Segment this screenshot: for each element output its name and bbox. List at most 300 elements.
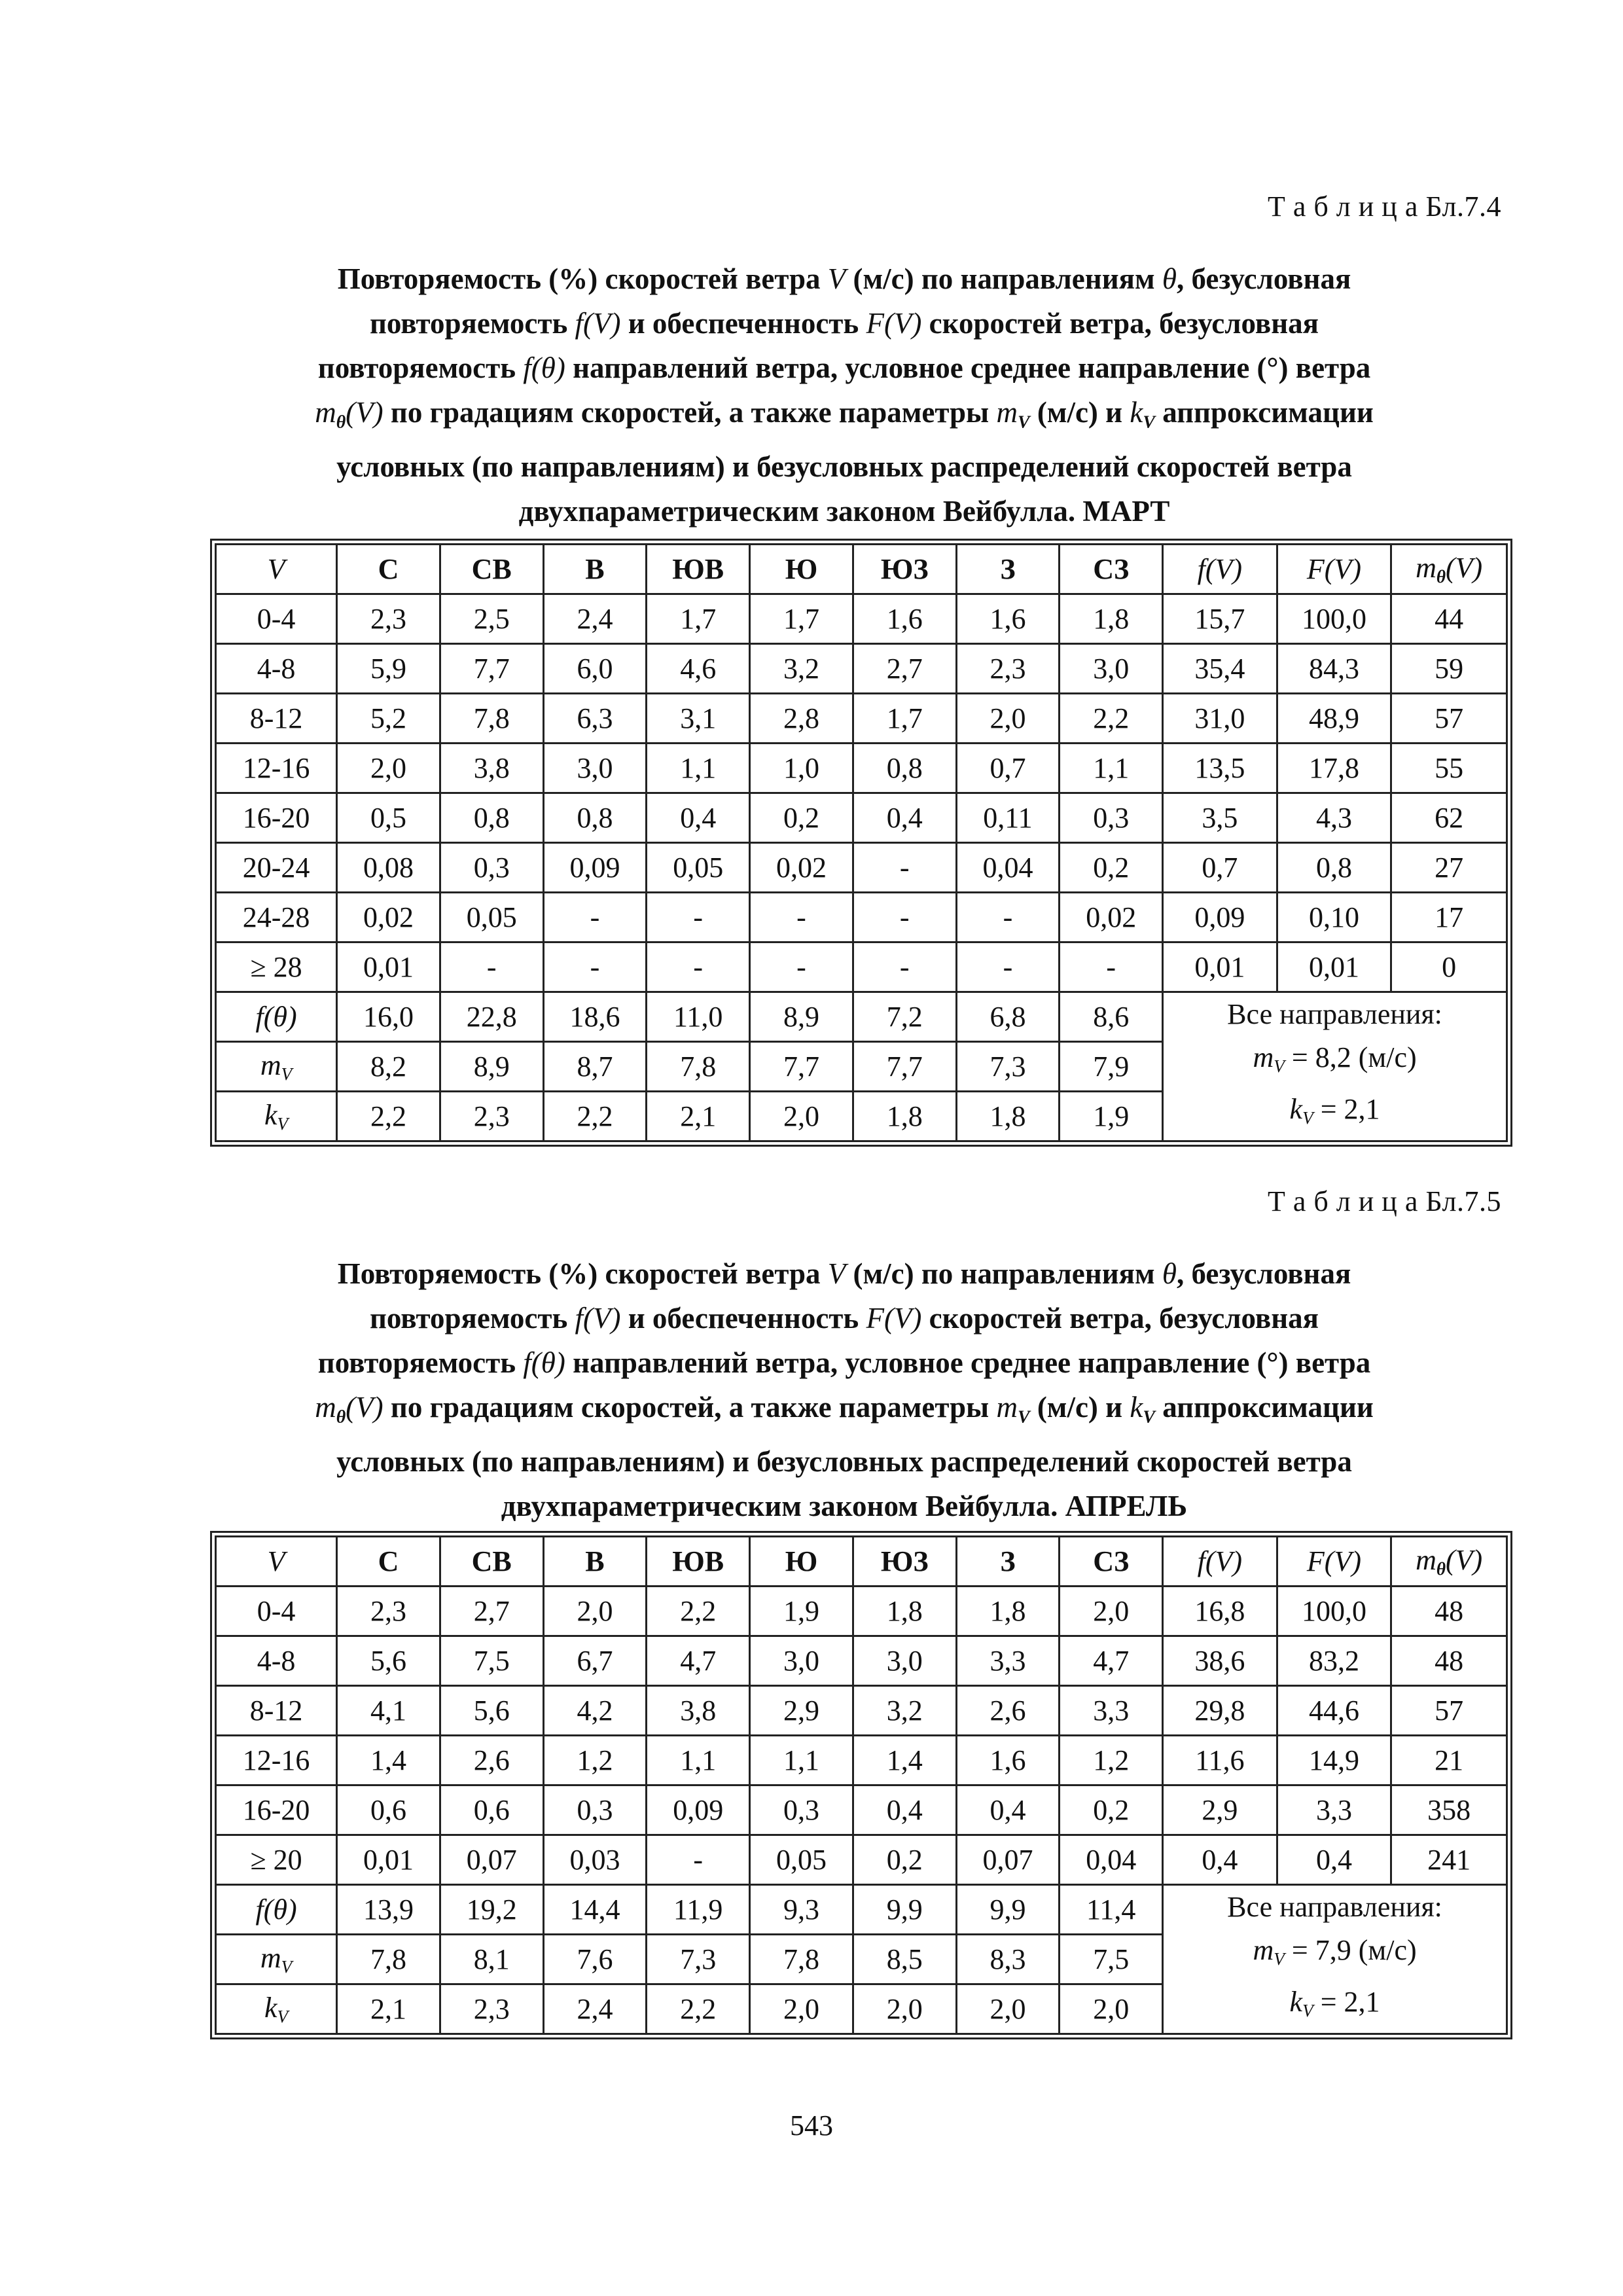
- value-cell: 0,07: [440, 1835, 543, 1885]
- value-cell: 2,5: [440, 594, 543, 644]
- value-cell: 2,3: [956, 644, 1060, 694]
- title-fragment: m: [996, 1391, 1018, 1424]
- table-row: [216, 1636, 1507, 1686]
- value-cell: 0,4: [956, 1785, 1060, 1835]
- value-cell: 8,6: [1060, 992, 1163, 1042]
- value-cell: 13,9: [337, 1885, 440, 1935]
- column-header: F(V): [1277, 545, 1391, 594]
- value-cell: 1,8: [956, 1092, 1060, 1141]
- value-cell: 4,1: [337, 1686, 440, 1736]
- value-cell: 0,8: [1277, 843, 1391, 893]
- value-cell: 2,6: [440, 1736, 543, 1785]
- table-title: [216, 257, 1472, 533]
- value-cell: -: [1060, 942, 1163, 992]
- speed-range-cell: 16-20: [216, 1785, 337, 1835]
- title-fragment: f(V): [575, 307, 621, 340]
- title-fragment: условных (по направлениям) и безусловных распределений скоростей ветра: [336, 1445, 1352, 1479]
- value-cell: 7,8: [337, 1935, 440, 1984]
- table-row: [216, 1785, 1507, 1835]
- value-cell: 7,8: [750, 1935, 853, 1984]
- title-fragment: f(θ): [523, 351, 565, 384]
- value-cell: 15,7: [1163, 594, 1277, 644]
- column-header: $m_\theta(V)$: [1391, 545, 1507, 594]
- title-line: [216, 390, 1472, 444]
- value-cell: -: [647, 942, 750, 992]
- value-cell: 2,0: [1060, 1984, 1163, 2034]
- value-cell: 59: [1391, 644, 1507, 694]
- value-cell: 2,7: [440, 1587, 543, 1636]
- table-row: [216, 694, 1507, 744]
- title-fragment: аппроксимации: [1154, 1391, 1374, 1424]
- title-fragment: двухпараметрическим законом Вейбулла. МАРТ: [518, 495, 1170, 528]
- column-header: V: [216, 545, 337, 594]
- value-cell: 0,7: [956, 744, 1060, 793]
- value-cell: 0,04: [1060, 1835, 1163, 1885]
- value-cell: 0,3: [543, 1785, 647, 1835]
- title-fragment: V: [827, 1257, 846, 1290]
- title-fragment: и обеспеченность: [620, 307, 866, 340]
- title-fragment: скоростей ветра, безусловная: [921, 1302, 1319, 1335]
- value-cell: 1,1: [647, 1736, 750, 1785]
- title-fragment: F(V): [866, 307, 922, 340]
- value-cell: 7,8: [647, 1042, 750, 1092]
- value-cell: 0,4: [1163, 1835, 1277, 1885]
- value-cell: 0,5: [337, 793, 440, 843]
- value-cell: 9,3: [750, 1885, 853, 1935]
- title-line: [216, 489, 1472, 533]
- value-cell: 1,7: [647, 594, 750, 644]
- value-cell: 0,2: [1060, 1785, 1163, 1835]
- summary-label: Все направления:: [1227, 1891, 1442, 1923]
- value-cell: 8,9: [750, 992, 853, 1042]
- value-cell: 9,9: [956, 1885, 1060, 1935]
- title-fragment: скоростей ветра, безусловная: [921, 307, 1319, 340]
- title-fragment: (V): [346, 396, 383, 429]
- value-cell: 0,05: [440, 893, 543, 942]
- value-cell: 0,09: [647, 1785, 750, 1835]
- table-row: [216, 1835, 1507, 1885]
- value-cell: 6,8: [956, 992, 1060, 1042]
- table-row: [216, 942, 1507, 992]
- value-cell: 8,9: [440, 1042, 543, 1092]
- table-row: [216, 1587, 1507, 1636]
- value-cell: 22,8: [440, 992, 543, 1042]
- title-fragment: f(V): [575, 1302, 621, 1335]
- value-cell: 1,6: [956, 594, 1060, 644]
- wind-table: [215, 543, 1508, 1142]
- speed-range-cell: 8-12: [216, 1686, 337, 1736]
- table-title: [216, 1251, 1472, 1528]
- value-cell: 3,2: [750, 644, 853, 694]
- value-cell: 7,7: [853, 1042, 956, 1092]
- value-cell: 0,01: [337, 942, 440, 992]
- column-header: ЮВ: [647, 1537, 750, 1587]
- value-cell: 0,01: [1277, 942, 1391, 992]
- value-cell: 1,8: [956, 1587, 1060, 1636]
- value-cell: 0,3: [440, 843, 543, 893]
- value-cell: 83,2: [1277, 1636, 1391, 1686]
- title-fragment: F(V): [866, 1302, 922, 1335]
- value-cell: 8,7: [543, 1042, 647, 1092]
- title-fragment: θ: [336, 412, 346, 433]
- title-fragment: k: [1130, 1391, 1143, 1424]
- value-cell: 0,4: [647, 793, 750, 843]
- title-fragment: , безусловная: [1177, 262, 1351, 295]
- value-cell: 1,8: [1060, 594, 1163, 644]
- speed-range-cell: 12-16: [216, 744, 337, 793]
- column-header: СЗ: [1060, 1537, 1163, 1587]
- value-cell: 11,9: [647, 1885, 750, 1935]
- value-cell: 3,3: [1060, 1686, 1163, 1736]
- value-cell: 0,05: [750, 1835, 853, 1885]
- value-cell: 0,4: [1277, 1835, 1391, 1885]
- value-cell: 3,8: [647, 1686, 750, 1736]
- title-fragment: θ: [1162, 1257, 1177, 1290]
- value-cell: 0,05: [647, 843, 750, 893]
- title-line: [216, 1296, 1472, 1340]
- title-line: [216, 1439, 1472, 1484]
- title-fragment: повторяемость: [317, 1346, 524, 1379]
- value-cell: 7,7: [750, 1042, 853, 1092]
- title-fragment: направлений ветра, условное среднее направление (°) ветра: [565, 351, 1371, 384]
- column-header: f(V): [1163, 545, 1277, 594]
- table-row: [216, 793, 1507, 843]
- value-cell: 2,2: [1060, 694, 1163, 744]
- column-header: В: [543, 545, 647, 594]
- value-cell: 2,3: [440, 1984, 543, 2034]
- value-cell: 27: [1391, 843, 1507, 893]
- speed-range-cell: ≥ 20: [216, 1835, 337, 1885]
- parameter-row: [216, 992, 1507, 1042]
- column-header: С: [337, 545, 440, 594]
- value-cell: 11,4: [1060, 1885, 1163, 1935]
- value-cell: -: [543, 893, 647, 942]
- value-cell: 4,7: [647, 1636, 750, 1686]
- value-cell: 0,2: [1060, 843, 1163, 893]
- value-cell: 8,5: [853, 1935, 956, 1984]
- value-cell: 3,8: [440, 744, 543, 793]
- column-header: СВ: [440, 1537, 543, 1587]
- value-cell: 2,1: [337, 1984, 440, 2034]
- value-cell: 4,7: [1060, 1636, 1163, 1686]
- value-cell: 1,0: [750, 744, 853, 793]
- value-cell: 21: [1391, 1736, 1507, 1785]
- value-cell: 100,0: [1277, 594, 1391, 644]
- title-fragment: аппроксимации: [1154, 396, 1374, 429]
- summary-mv: $m_V = 8,2$ (м/с): [1253, 1041, 1417, 1077]
- all-directions-summary: [1163, 992, 1507, 1141]
- title-fragment: θ: [1162, 262, 1177, 295]
- value-cell: 2,6: [956, 1686, 1060, 1736]
- column-header: Ю: [750, 545, 853, 594]
- value-cell: 0,6: [337, 1785, 440, 1835]
- title-line: [216, 346, 1472, 390]
- summary-kv: $k_V = 2,1$: [1289, 1986, 1380, 2021]
- value-cell: 44: [1391, 594, 1507, 644]
- title-fragment: (V): [346, 1391, 383, 1424]
- value-cell: 1,8: [853, 1587, 956, 1636]
- title-fragment: V: [1143, 1407, 1155, 1427]
- value-cell: 2,2: [543, 1092, 647, 1141]
- title-fragment: (м/с) и: [1029, 396, 1130, 429]
- title-line: [216, 257, 1472, 301]
- title-fragment: и обеспеченность: [620, 1302, 866, 1335]
- value-cell: 2,4: [543, 594, 647, 644]
- title-fragment: m: [315, 1391, 336, 1424]
- value-cell: 5,6: [337, 1636, 440, 1686]
- title-fragment: , безусловная: [1177, 1257, 1351, 1290]
- value-cell: 44,6: [1277, 1686, 1391, 1736]
- title-line: [216, 1385, 1472, 1439]
- value-cell: 0,8: [440, 793, 543, 843]
- value-cell: 2,8: [750, 694, 853, 744]
- value-cell: -: [853, 843, 956, 893]
- value-cell: 4,6: [647, 644, 750, 694]
- title-fragment: повторяемость: [370, 307, 575, 340]
- value-cell: 2,7: [853, 644, 956, 694]
- value-cell: 7,5: [1060, 1935, 1163, 1984]
- title-line: [216, 301, 1472, 346]
- value-cell: 2,1: [647, 1092, 750, 1141]
- value-cell: 3,5: [1163, 793, 1277, 843]
- title-fragment: θ: [336, 1407, 346, 1427]
- title-fragment: Повторяемость (%) скоростей ветра: [337, 262, 828, 295]
- value-cell: 1,9: [1060, 1092, 1163, 1141]
- value-cell: 17,8: [1277, 744, 1391, 793]
- title-fragment: Повторяемость (%) скоростей ветра: [337, 1257, 828, 1290]
- value-cell: 8,2: [337, 1042, 440, 1092]
- value-cell: 5,9: [337, 644, 440, 694]
- column-header: F(V): [1277, 1537, 1391, 1587]
- parameter-head: $k_V$: [216, 1984, 337, 2034]
- value-cell: -: [853, 942, 956, 992]
- title-fragment: V: [1143, 412, 1155, 433]
- value-cell: 100,0: [1277, 1587, 1391, 1636]
- value-cell: 2,9: [750, 1686, 853, 1736]
- value-cell: -: [750, 893, 853, 942]
- title-line: [216, 444, 1472, 489]
- value-cell: -: [647, 1835, 750, 1885]
- value-cell: 13,5: [1163, 744, 1277, 793]
- all-directions-summary: [1163, 1885, 1507, 2034]
- value-cell: 7,2: [853, 992, 956, 1042]
- table-row: [216, 644, 1507, 694]
- value-cell: 16,8: [1163, 1587, 1277, 1636]
- value-cell: 2,2: [647, 1587, 750, 1636]
- value-cell: 1,2: [543, 1736, 647, 1785]
- value-cell: 0,03: [543, 1835, 647, 1885]
- value-cell: 2,3: [337, 1587, 440, 1636]
- column-header: ЮЗ: [853, 545, 956, 594]
- value-cell: -: [956, 893, 1060, 942]
- header-row: [216, 545, 1507, 594]
- value-cell: 2,0: [956, 694, 1060, 744]
- value-cell: 16,0: [337, 992, 440, 1042]
- value-cell: 3,3: [1277, 1785, 1391, 1835]
- value-cell: 6,3: [543, 694, 647, 744]
- value-cell: 3,2: [853, 1686, 956, 1736]
- value-cell: 7,3: [956, 1042, 1060, 1092]
- speed-range-cell: 24-28: [216, 893, 337, 942]
- value-cell: 7,9: [1060, 1042, 1163, 1092]
- column-header: ЮВ: [647, 545, 750, 594]
- value-cell: 0,10: [1277, 893, 1391, 942]
- value-cell: -: [956, 942, 1060, 992]
- title-fragment: m: [996, 396, 1018, 429]
- value-cell: 0,7: [1163, 843, 1277, 893]
- parameter-head: $m_V$: [216, 1042, 337, 1092]
- value-cell: 0,4: [853, 793, 956, 843]
- value-cell: 0,3: [750, 1785, 853, 1835]
- value-cell: 5,2: [337, 694, 440, 744]
- value-cell: 3,0: [750, 1636, 853, 1686]
- title-fragment: m: [315, 396, 336, 429]
- value-cell: 0,11: [956, 793, 1060, 843]
- value-cell: 7,5: [440, 1636, 543, 1686]
- value-cell: 7,6: [543, 1935, 647, 1984]
- table-label: Т а б л и ц а Бл.7.4: [1267, 190, 1501, 223]
- value-cell: 55: [1391, 744, 1507, 793]
- value-cell: 1,1: [1060, 744, 1163, 793]
- value-cell: 2,2: [647, 1984, 750, 2034]
- value-cell: 48,9: [1277, 694, 1391, 744]
- value-cell: 11,6: [1163, 1736, 1277, 1785]
- value-cell: 2,0: [543, 1587, 647, 1636]
- value-cell: 0,8: [543, 793, 647, 843]
- value-cell: 48: [1391, 1636, 1507, 1686]
- title-fragment: V: [1017, 1407, 1030, 1427]
- value-cell: 0,8: [853, 744, 956, 793]
- value-cell: 7,8: [440, 694, 543, 744]
- column-header: В: [543, 1537, 647, 1587]
- value-cell: 4,2: [543, 1686, 647, 1736]
- title-line: [216, 1340, 1472, 1385]
- value-cell: 0,01: [337, 1835, 440, 1885]
- value-cell: 18,6: [543, 992, 647, 1042]
- table-row: [216, 1736, 1507, 1785]
- value-cell: 0,4: [853, 1785, 956, 1835]
- speed-range-cell: 8-12: [216, 694, 337, 744]
- value-cell: 2,0: [337, 744, 440, 793]
- value-cell: 6,0: [543, 644, 647, 694]
- value-cell: 358: [1391, 1785, 1507, 1835]
- column-header: З: [956, 545, 1060, 594]
- value-cell: 5,6: [440, 1686, 543, 1736]
- value-cell: 0,2: [853, 1835, 956, 1885]
- value-cell: 2,0: [853, 1984, 956, 2034]
- table-row: [216, 594, 1507, 644]
- value-cell: 35,4: [1163, 644, 1277, 694]
- title-fragment: по градациям скоростей, а также параметры: [383, 396, 997, 429]
- value-cell: 0,02: [750, 843, 853, 893]
- column-header: f(V): [1163, 1537, 1277, 1587]
- value-cell: 0,04: [956, 843, 1060, 893]
- title-fragment: (м/с) и: [1029, 1391, 1130, 1424]
- table-row: [216, 744, 1507, 793]
- title-fragment: f(θ): [523, 1346, 565, 1379]
- title-line: [216, 1251, 1472, 1296]
- value-cell: 1,4: [337, 1736, 440, 1785]
- value-cell: 57: [1391, 1686, 1507, 1736]
- table-label: Т а б л и ц а Бл.7.5: [1267, 1185, 1501, 1217]
- value-cell: 84,3: [1277, 644, 1391, 694]
- column-header: $m_\theta(V)$: [1391, 1537, 1507, 1587]
- value-cell: 1,6: [956, 1736, 1060, 1785]
- title-fragment: двухпараметрическим законом Вейбулла. АПРЕЛЬ: [501, 1490, 1188, 1523]
- value-cell: 1,4: [853, 1736, 956, 1785]
- summary-mv: $m_V = 7,9$ (м/с): [1253, 1934, 1417, 1969]
- title-fragment: направлений ветра, условное среднее направление (°) ветра: [565, 1346, 1371, 1379]
- column-header: С: [337, 1537, 440, 1587]
- value-cell: 4,3: [1277, 793, 1391, 843]
- title-fragment: k: [1130, 396, 1143, 429]
- value-cell: 11,0: [647, 992, 750, 1042]
- value-cell: 38,6: [1163, 1636, 1277, 1686]
- value-cell: 8,3: [956, 1935, 1060, 1984]
- title-fragment: V: [1017, 412, 1030, 433]
- table-row: [216, 1686, 1507, 1736]
- value-cell: 31,0: [1163, 694, 1277, 744]
- value-cell: 3,0: [1060, 644, 1163, 694]
- wind-table: [215, 1535, 1508, 2035]
- column-header: СВ: [440, 545, 543, 594]
- value-cell: 2,9: [1163, 1785, 1277, 1835]
- value-cell: 7,7: [440, 644, 543, 694]
- value-cell: 29,8: [1163, 1686, 1277, 1736]
- value-cell: 0,07: [956, 1835, 1060, 1885]
- value-cell: 2,4: [543, 1984, 647, 2034]
- value-cell: 0,09: [543, 843, 647, 893]
- summary-kv: $k_V = 2,1$: [1289, 1093, 1380, 1128]
- value-cell: 1,7: [750, 594, 853, 644]
- page-number: 543: [790, 2109, 833, 2142]
- column-header: Ю: [750, 1537, 853, 1587]
- value-cell: 0,3: [1060, 793, 1163, 843]
- title-fragment: условных (по направлениям) и безусловных распределений скоростей ветра: [336, 450, 1352, 484]
- speed-range-cell: 16-20: [216, 793, 337, 843]
- value-cell: 0,2: [750, 793, 853, 843]
- title-fragment: (м/с) по направлениям: [846, 1257, 1162, 1290]
- summary-label: Все направления:: [1227, 998, 1442, 1030]
- value-cell: 48: [1391, 1587, 1507, 1636]
- value-cell: 2,0: [750, 1984, 853, 2034]
- parameter-head: f(θ): [216, 1885, 337, 1935]
- value-cell: -: [647, 893, 750, 942]
- table-row: [216, 843, 1507, 893]
- title-line: [216, 1484, 1472, 1528]
- value-cell: 14,9: [1277, 1736, 1391, 1785]
- value-cell: 0,02: [337, 893, 440, 942]
- title-fragment: по градациям скоростей, а также параметры: [383, 1391, 997, 1424]
- value-cell: 8,1: [440, 1935, 543, 1984]
- parameter-row: [216, 1885, 1507, 1935]
- value-cell: 241: [1391, 1835, 1507, 1885]
- title-fragment: (м/с) по направлениям: [846, 262, 1162, 295]
- value-cell: 9,9: [853, 1885, 956, 1935]
- value-cell: 1,1: [647, 744, 750, 793]
- speed-range-cell: 4-8: [216, 644, 337, 694]
- value-cell: 3,3: [956, 1636, 1060, 1686]
- value-cell: 6,7: [543, 1636, 647, 1686]
- value-cell: 0,6: [440, 1785, 543, 1835]
- title-fragment: повторяемость: [370, 1302, 575, 1335]
- value-cell: 3,0: [543, 744, 647, 793]
- speed-range-cell: 0-4: [216, 1587, 337, 1636]
- speed-range-cell: ≥ 28: [216, 942, 337, 992]
- value-cell: 2,3: [440, 1092, 543, 1141]
- value-cell: 2,3: [337, 594, 440, 644]
- speed-range-cell: 4-8: [216, 1636, 337, 1686]
